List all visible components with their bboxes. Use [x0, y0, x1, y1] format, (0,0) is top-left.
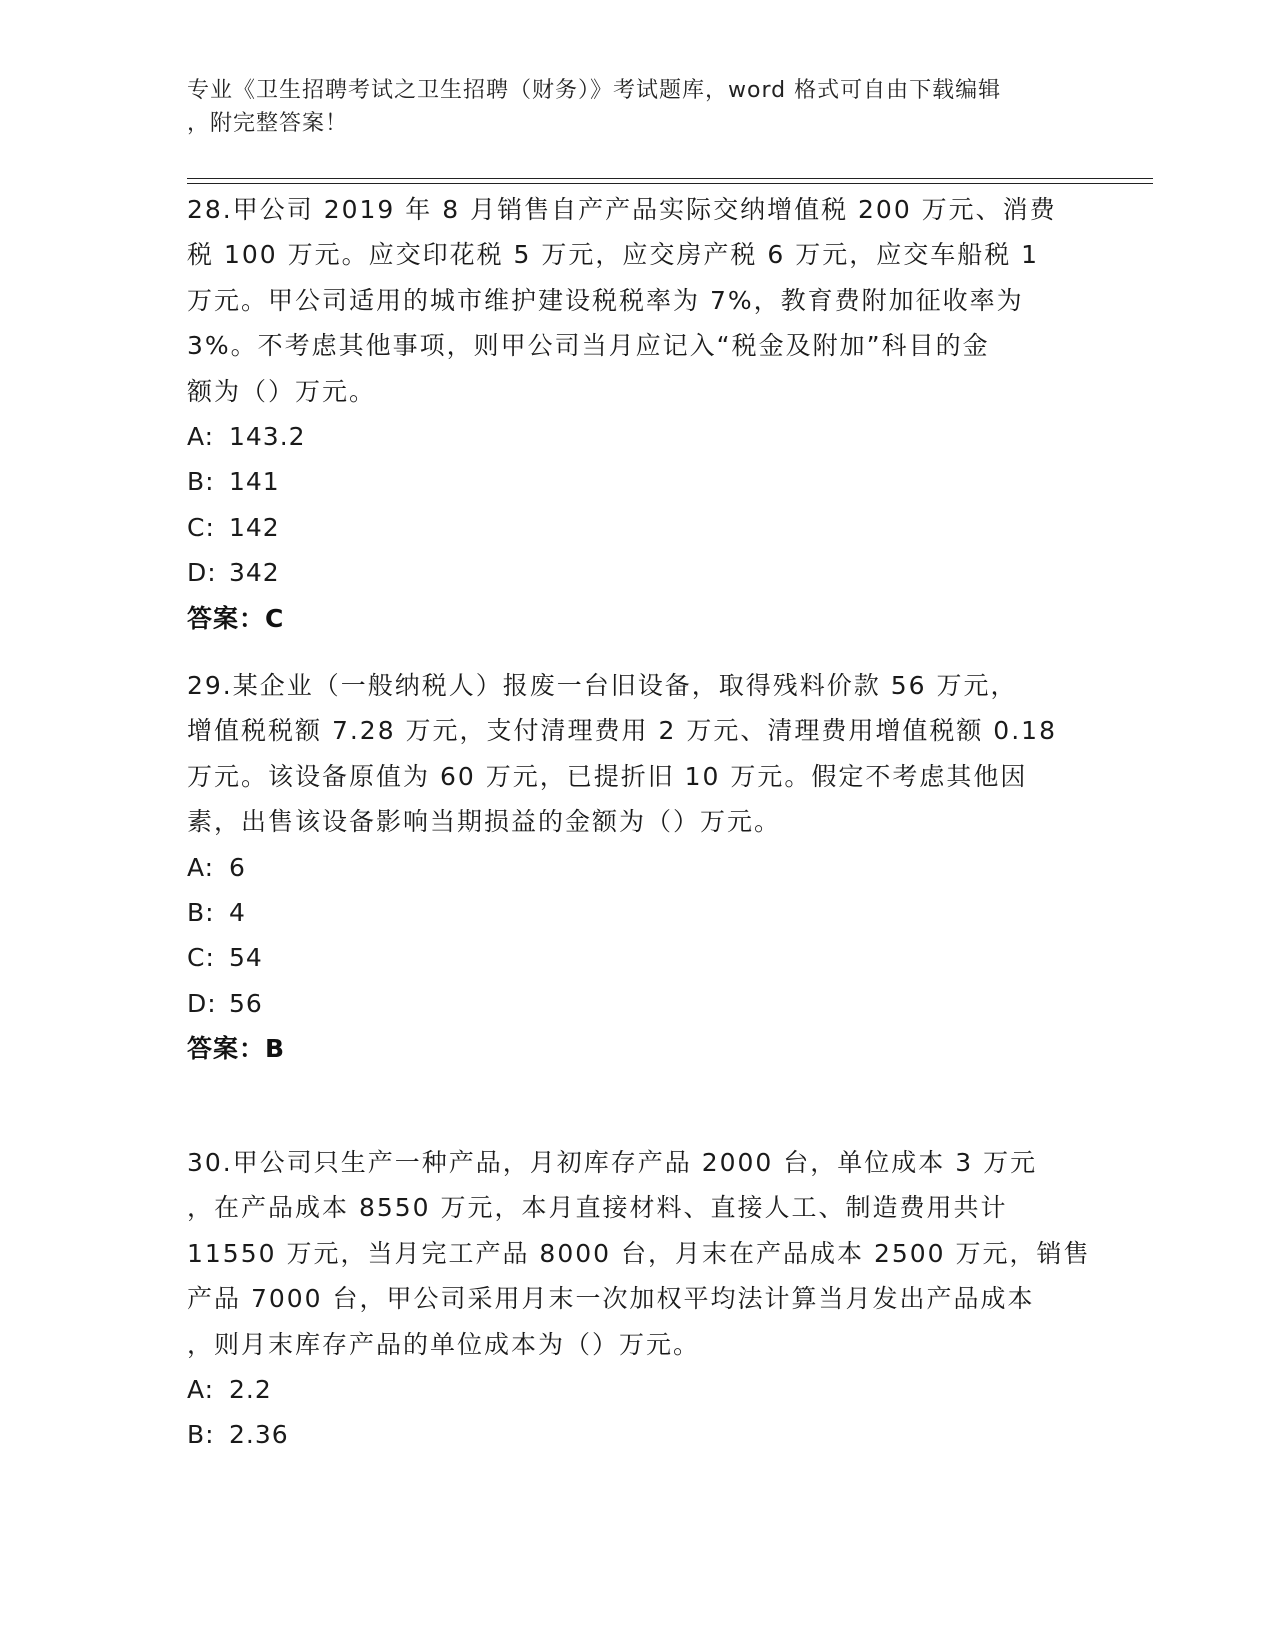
option-label: D:	[187, 988, 217, 1018]
option-b	[187, 1412, 1087, 1457]
question-text-line: 万元。该设备原值为 60 万元，已提折旧 10 万元。假定不考虑其他因	[187, 761, 1028, 791]
option-b	[187, 890, 1087, 935]
option-d	[187, 981, 1087, 1026]
question-29	[187, 663, 1087, 1072]
question-text-line: ，在产品成本 8550 万元，本月直接材料、直接人工、制造费用共计	[187, 1193, 1008, 1223]
option-label: D:	[187, 558, 217, 588]
question-text-line: 税 100 万元。应交印花税 5 万元，应交房产税 6 万元，应交车船税 1	[187, 240, 1040, 270]
question-text-line: 增值税税额 7.28 万元，支付清理费用 2 万元、清理费用增值税额 0.18	[187, 716, 1057, 746]
option-value: 54	[229, 943, 263, 973]
header-line-2: ，附完整答案！	[187, 111, 349, 136]
option-c	[187, 505, 1087, 550]
question-30	[187, 1140, 1091, 1458]
option-value: 143.2	[229, 421, 306, 451]
question-text-line: 3%。不考虑其他事项，则甲公司当月应记入“税金及附加”科目的金	[187, 331, 990, 361]
option-label: C:	[187, 943, 215, 973]
option-b	[187, 459, 1087, 504]
option-label: B:	[187, 1420, 215, 1450]
option-label: B:	[187, 897, 215, 927]
option-value: 342	[229, 558, 280, 588]
question-text-line: 30.甲公司只生产一种产品，月初库存产品 2000 台，单位成本 3 万元	[187, 1148, 1038, 1177]
option-value: 2.36	[229, 1420, 289, 1450]
question-text-line: 万元。甲公司适用的城市维护建设税税率为 7%，教育费附加征收率为	[187, 285, 1024, 315]
option-label: A:	[187, 421, 215, 451]
option-c	[187, 935, 1087, 980]
option-a	[187, 845, 1087, 890]
option-d	[187, 550, 1087, 595]
answer-text: 答案：C	[187, 603, 285, 633]
question-text-line: 素，出售该设备影响当期损益的金额为（）万元。	[187, 807, 782, 837]
option-label: A:	[187, 852, 215, 882]
page-header	[187, 74, 1067, 140]
option-value: 56	[229, 988, 263, 1018]
question-text-line: 28.甲公司 2019 年 8 月销售自产产品实际交纳增值税 200 万元、消费	[187, 195, 1057, 224]
option-a	[187, 1367, 1087, 1412]
answer-text: 答案：B	[187, 1034, 286, 1064]
option-label: B:	[187, 467, 215, 497]
option-value: 141	[229, 467, 280, 497]
question-text-line: ，则月末库存产品的单位成本为（）万元。	[187, 1329, 701, 1359]
option-value: 4	[229, 897, 246, 927]
option-value: 2.2	[229, 1374, 272, 1404]
question-28	[187, 187, 1087, 641]
header-divider-top	[187, 178, 1153, 179]
option-label: C:	[187, 512, 215, 542]
question-text-line: 29.某企业（一般纳税人）报废一台旧设备，取得残料价款 56 万元，	[187, 671, 1018, 700]
header-line-1: 专业《卫生招聘考试之卫生招聘（财务）》考试题库，word 格式可自由下载编辑	[187, 78, 1002, 103]
header-divider-bottom	[187, 183, 1153, 184]
option-value: 6	[229, 852, 246, 882]
question-text-line: 11550 万元，当月完工产品 8000 台，月末在产品成本 2500 万元，销售	[187, 1238, 1091, 1268]
option-label: A:	[187, 1374, 215, 1404]
option-value: 142	[229, 512, 280, 542]
question-text-line: 额为（）万元。	[187, 376, 377, 406]
option-a	[187, 414, 1087, 459]
question-text-line: 产品 7000 台，甲公司采用月末一次加权平均法计算当月发出产品成本	[187, 1284, 1035, 1314]
